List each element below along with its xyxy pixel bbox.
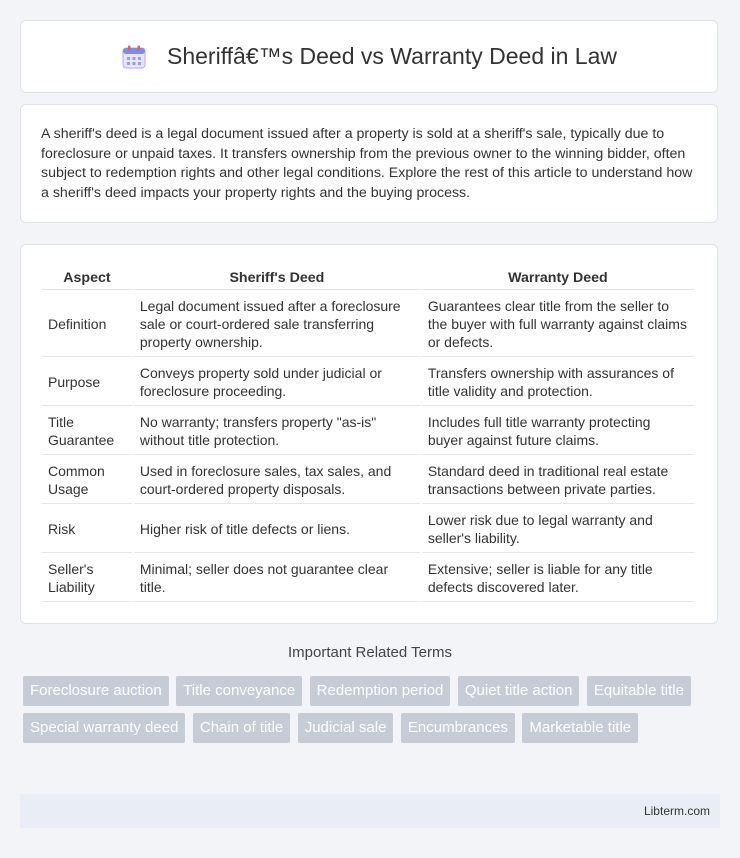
related-term-tag[interactable]: Marketable title [522,713,638,743]
row-sheriffs-deed: Conveys property sold under judicial or foreclosure proceeding. [134,359,420,406]
related-terms-list [23,676,723,750]
row-aspect: Purpose [42,359,132,406]
table-row [42,457,694,504]
row-sheriffs-deed: No warranty; transfers property "as-is" without title protection. [134,408,420,455]
row-warranty-deed: Lower risk due to legal warranty and seller's liability. [422,506,694,553]
intro-text: A sheriff's deed is a legal document issued after a property is sold at a sheriff's sale, typically due to foreclosure or unpaid taxes. It transfers ownership from the previous owner to the winning bidder, often subject to redemption rights and other legal conditions. Explore the rest of this article to understand how a sheriff's deed impacts your property rights and the buying process. [41,126,693,201]
footer-site-link[interactable]: Libterm.com [643,804,710,818]
related-term-tag[interactable]: Quiet title action [458,676,580,706]
related-terms-title: Important Related Terms [288,644,452,661]
related-term-tag[interactable]: Special warranty deed [23,713,185,743]
row-sheriffs-deed: Higher risk of title defects or liens. [134,506,420,553]
row-sheriffs-deed: Used in foreclosure sales, tax sales, and court-ordered property disposals. [134,457,420,504]
row-sheriffs-deed: Minimal; seller does not guarantee clear title. [134,555,420,602]
comparison-table [40,263,696,604]
row-aspect: Definition [42,292,132,357]
row-sheriffs-deed: Legal document issued after a foreclosure sale or court-ordered sale transferring property ownership. [134,292,420,357]
page-title: Sheriffâ€™s Deed vs Warranty Deed in Law [167,43,617,69]
row-warranty-deed: Includes full title warranty protecting buyer against future claims. [422,408,694,455]
calendar-icon [121,44,147,70]
header-card [20,20,718,93]
table-row [42,408,694,455]
related-term-tag[interactable]: Equitable title [587,676,691,706]
related-term-tag[interactable]: Encumbrances [401,713,515,743]
related-term-tag[interactable]: Redemption period [310,676,451,706]
related-term-tag[interactable]: Foreclosure auction [23,676,169,706]
row-warranty-deed: Extensive; seller is liable for any title defects discovered later. [422,555,694,602]
header-sheriffs-deed: Sheriff's Deed [134,265,420,290]
table-row [42,506,694,553]
header-aspect: Aspect [42,265,132,290]
row-aspect: Common Usage [42,457,132,504]
row-aspect: Risk [42,506,132,553]
row-aspect: Title Guarantee [42,408,132,455]
related-term-tag[interactable]: Judicial sale [298,713,394,743]
table-row [42,555,694,602]
related-term-tag[interactable]: Title conveyance [176,676,302,706]
row-warranty-deed: Guarantees clear title from the seller to the buyer with full warranty against claims or defects. [422,292,694,357]
row-warranty-deed: Standard deed in traditional real estate transactions between private parties. [422,457,694,504]
table-header-row [42,265,694,290]
row-warranty-deed: Transfers ownership with assurances of title validity and protection. [422,359,694,406]
header-warranty-deed: Warranty Deed [422,265,694,290]
table-row [42,292,694,357]
row-aspect: Seller's Liability [42,555,132,602]
comparison-card [20,244,718,624]
related-term-tag[interactable]: Chain of title [193,713,290,743]
intro-card [20,104,718,223]
table-row [42,359,694,406]
footer [20,794,720,828]
